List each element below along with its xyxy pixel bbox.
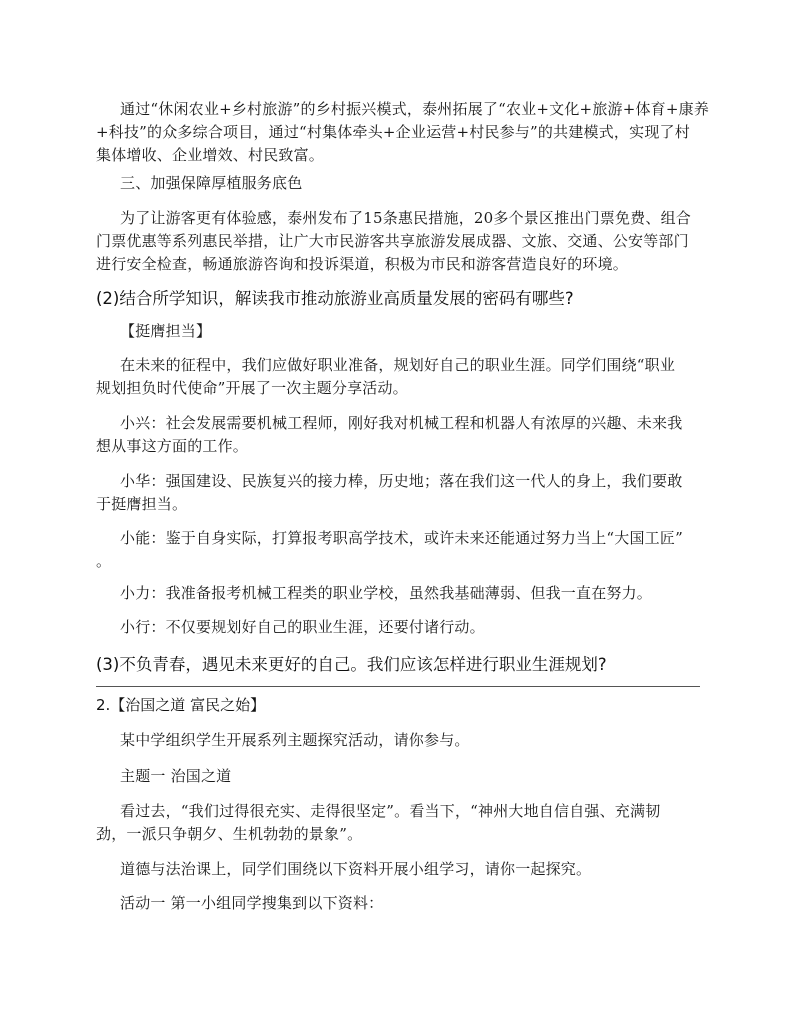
activity-heading: 活动一 第一小组同学搜集到以下资料： xyxy=(120,894,384,912)
topic-heading: 主题一 治国之道 xyxy=(120,767,232,785)
paragraph-line: 规划担负时代使命”开展了一次主题分享活动。 xyxy=(96,379,408,397)
section-heading: 三、加强保障厚植服务底色 xyxy=(120,174,303,192)
speaker-line: 小力：我准备报考机械工程类的职业学校，虽然我基础薄弱、但我一直在努力。 xyxy=(120,584,653,602)
paragraph-line: 劲，一派只争朝夕、生机勃勃的景象”。 xyxy=(96,825,363,843)
paragraph-line: +科技”的众多综合项目，通过“村集体牵头+企业运营+村民参与”的共建模式，实现了村 xyxy=(96,123,690,141)
paragraph-line: 门票优惠等系列惠民举措，让广大市民游客共享旅游发展成器、文旅、交通、公安等部门 xyxy=(96,232,689,250)
paragraph-line: 看过去，“我们过得很充实、走得很坚定”。看当下，“神州大地自信自强、充满韧 xyxy=(120,802,661,820)
speaker-line: 小能：鉴于自身实际，打算报考职高学技术，或许未来还能通过努力当上“大国工匠” xyxy=(120,529,683,547)
divider xyxy=(96,686,700,687)
question-2: (2)结合所学知识，解读我市推动旅游业高质量发展的密码有哪些? xyxy=(96,289,574,308)
paragraph-line: 为了让游客更有体验感，泰州发布了15条惠民措施，20多个景区推出门票免费、组合 xyxy=(120,209,691,227)
question-3: (3)不负青春，遇见未来更好的自己。我们应该怎样进行职业生涯规划? xyxy=(96,655,607,674)
speaker-line: 小兴：社会发展需要机械工程师，刚好我对机械工程和机器人有浓厚的兴趣、未来我 xyxy=(120,414,683,432)
paragraph-line: 某中学组织学生开展系列主题探究活动，请你参与。 xyxy=(120,731,470,749)
paragraph-line: 在未来的征程中，我们应做好职业准备，规划好自己的职业生涯。同学们围绕“职业 xyxy=(120,356,676,374)
paragraph-line: 集体增收、企业增效、村民致富。 xyxy=(96,146,325,164)
speaker-line: 小行：不仅要规划好自己的职业生涯，还要付诸行动。 xyxy=(120,618,485,636)
speaker-line: 于挺膺担当。 xyxy=(96,495,188,513)
speaker-line: 。 xyxy=(96,552,112,570)
paragraph-line: 进行安全检查，畅通旅游咨询和投诉渠道，积极为市民和游客营造良好的环境。 xyxy=(96,255,629,273)
paragraph-line: 通过“休闲农业+乡村旅游”的乡村振兴模式，泰州拓展了“农业+文化+旅游+体育+康养 xyxy=(120,100,710,118)
paragraph-line: 道德与法治课上，同学们围绕以下资料开展小组学习，请你一起探究。 xyxy=(120,860,592,878)
speaker-line: 想从事这方面的工作。 xyxy=(96,437,249,455)
speaker-line: 小华：强国建设、民族复兴的接力棒，历史地；落在我们这一代人的身上，我们要敢 xyxy=(120,472,683,490)
item-2-heading: 2.【治国之道 富民之始】 xyxy=(96,696,266,714)
section-bracket-title: 【挺膺担当】 xyxy=(120,322,212,340)
